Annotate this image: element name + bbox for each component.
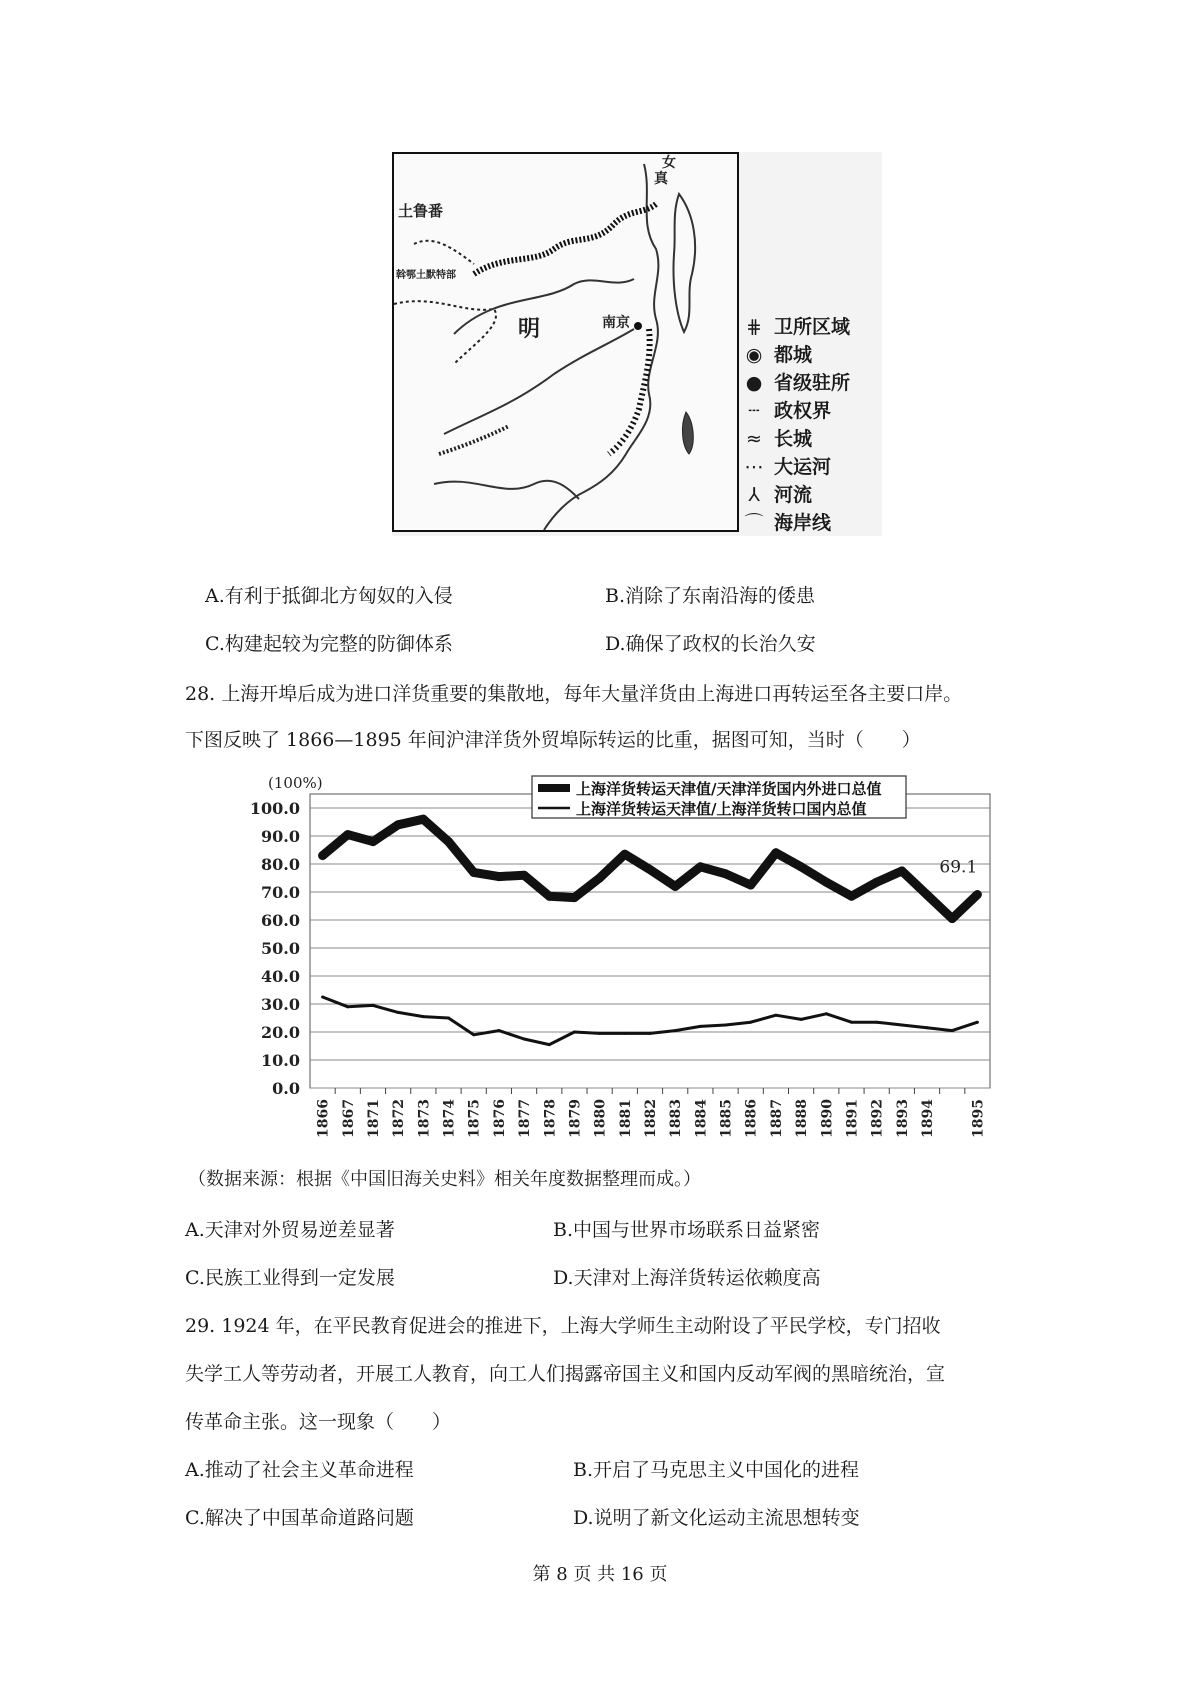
plot-area [310,794,990,1088]
x-tick-label: 1884 [693,1099,710,1138]
q29-option-c[interactable]: C.解决了中国革命道路问题 [185,1507,414,1529]
x-tick-label: 1871 [365,1099,382,1138]
data-point [649,1032,652,1035]
legend-provincial-seat: ● 省级驻所 [740,368,850,395]
data-point [897,867,906,876]
y-tick-label: 30.0 [261,995,300,1014]
taiwan [682,412,693,454]
data-point [343,830,352,839]
q29-stem-line2: 失学工人等劳动者，开展工人教育，向工人们揭露帝国主义和国内反动军阀的黑暗统治，宣 [185,1363,946,1385]
data-point [900,1024,903,1027]
data-point [545,892,554,901]
x-tick-label: 1875 [466,1099,483,1138]
map-label-tulufan: 土鲁番 [398,202,444,220]
x-tick-label: 1873 [416,1099,433,1138]
data-point [797,862,806,871]
legend-label-series-1: 上海洋货转运天津值/天津洋货国内外进口总值 [576,780,882,798]
data-point [800,1018,803,1021]
trade-chart-svg [216,772,996,1164]
x-tick-label: 1874 [441,1099,458,1138]
data-point [973,890,982,899]
regime-border-west [414,241,474,264]
data-point [394,820,403,829]
data-point [749,1021,752,1024]
capital-icon: ◉ [745,344,763,366]
x-tick-label: 1893 [894,1099,911,1138]
coastal-garrisons [609,329,650,454]
garrison-icon: ⋕ [746,316,762,338]
data-point [847,892,856,901]
regime-border [394,301,496,364]
data-point [548,1043,551,1046]
data-point [951,1029,954,1032]
map-label-ming: 明 [518,317,541,342]
coastline-icon: ⌒ [744,512,764,534]
x-tick-label: 1890 [819,1099,836,1138]
x-tick-label: 1886 [743,1099,760,1138]
legend-capital: ◉ 都城 [740,340,812,367]
x-tick-label: 1876 [491,1099,508,1138]
x-tick-label: 1895 [970,1099,987,1138]
data-point [444,837,453,846]
x-tick-label: 1887 [768,1099,785,1138]
y-tick-label: 80.0 [261,855,300,874]
data-point [419,815,428,824]
data-point [595,874,604,883]
data-point [671,882,680,891]
q28-option-d[interactable]: D.天津对上海洋货转运依赖度高 [553,1267,821,1289]
data-point [494,872,503,881]
data-point [926,1026,929,1029]
x-tick-label: 1882 [643,1099,659,1138]
data-point [346,1005,349,1008]
data-point [573,1031,576,1034]
q28-stem-line1: 28. 上海开埠后成为进口洋货重要的集散地，每年大量洋货由上海进口再转运至各主要口岸。 [185,683,963,705]
x-tick-label: 1892 [869,1099,886,1138]
y-axis-label: (100%) [268,774,323,792]
data-point [397,1011,400,1014]
ming-map-figure [392,152,882,536]
data-point [422,1015,425,1018]
map-label-nvzhen-2: 真 [654,171,668,187]
data-point [318,851,327,860]
data-point [948,914,957,923]
q29-option-d[interactable]: D.说明了新文化运动主流思想转变 [573,1507,860,1529]
legend-border: ┄ 政权界 [740,396,831,423]
map-label-wusi: 斡鄂土默特部 [396,270,456,281]
data-point [371,1004,374,1007]
q28-data-source: （数据来源：根据《中国旧海关史料》相关年度数据整理而成。） [188,1169,701,1190]
map-frame [392,152,739,532]
legend-coastline: ⌒ 海岸线 [740,508,831,535]
q27-option-c[interactable]: C.构建起较为完整的防御体系 [205,633,453,655]
data-point [598,1032,601,1035]
data-point [724,1024,727,1027]
data-point [469,868,478,877]
data-point [976,1021,979,1024]
map-label-nvzhen-1: 女 [662,155,676,171]
data-point [447,1017,450,1020]
q27-option-b[interactable]: B.消除了东南沿海的倭患 [605,585,816,607]
y-tick-label: 50.0 [261,939,300,958]
data-label-69-1: 69.1 [939,857,978,878]
trade-chart [216,772,996,1164]
x-tick-label: 1885 [718,1099,735,1138]
legend-great-wall: ≈ 长城 [740,424,812,451]
data-point [620,850,629,859]
q28-option-a[interactable]: A.天津对外贸易逆差显著 [185,1219,395,1241]
korean-peninsula [673,194,695,332]
x-tick-label: 1888 [794,1099,811,1138]
q28-option-b[interactable]: B.中国与世界市场联系日益紧密 [553,1219,821,1241]
y-tick-label: 20.0 [261,1023,300,1042]
great-wall [474,204,656,274]
x-tick-label: 1880 [592,1099,609,1138]
y-tick-label: 10.0 [261,1051,300,1070]
river-icon: ⅄ [748,484,760,506]
x-tick-label: 1883 [668,1099,685,1138]
nanjing-capital-marker [634,322,642,330]
page-footer: 第 8 页 共 16 页 [532,1564,668,1585]
y-tick-label: 0.0 [272,1079,300,1098]
y-tick-label: 90.0 [261,827,300,846]
southern-border [434,481,579,499]
provincial-seat-icon: ● [745,372,763,394]
x-tick-label: 1881 [617,1099,634,1138]
data-point [497,1029,500,1032]
yangtze-river [444,329,634,434]
q29-option-a[interactable]: A.推动了社会主义革命进程 [185,1459,414,1481]
q29-stem-line1: 29. 1924 年，在平民教育促进会的推进下，上海大学师生主动附设了平民学校，专门招收 [185,1315,941,1337]
data-point [872,878,881,887]
data-point [321,996,324,999]
legend-grand-canal: ⋯ 大运河 [740,452,831,479]
border-icon: ┄ [748,400,760,422]
x-tick-label: 1894 [920,1099,937,1138]
grand-canal-icon: ⋯ [744,456,764,478]
data-point [570,893,579,902]
q28-option-c[interactable]: C.民族工业得到一定发展 [185,1267,395,1289]
data-point [875,1021,878,1024]
map-label-nanjing: 南京 [602,315,630,331]
data-point [696,862,705,871]
x-tick-label: 1866 [315,1099,332,1138]
data-point [623,1032,626,1035]
y-tick-label: 60.0 [261,911,300,930]
data-point [368,837,377,846]
y-tick-label: 40.0 [261,967,300,986]
q27-option-d[interactable]: D.确保了政权的长治久安 [605,633,816,655]
data-point [850,1021,853,1024]
data-point [771,848,780,857]
data-point [721,869,730,878]
x-tick-label: 1891 [844,1099,861,1138]
x-tick-label: 1872 [391,1099,408,1138]
data-point [520,871,529,880]
data-point [923,890,932,899]
legend-label-series-2: 上海洋货转运天津值/上海洋货转口国内总值 [576,800,867,818]
x-tick-label: 1878 [542,1099,559,1138]
data-point [746,881,755,890]
y-tick-label: 70.0 [261,883,300,902]
data-point [699,1025,702,1028]
x-tick-label: 1877 [517,1099,534,1138]
data-point [646,865,655,874]
data-point [523,1038,526,1041]
data-point [822,878,831,887]
data-point [825,1012,828,1015]
q29-stem-line3: 传革命主张。这一现象（ ） [185,1411,452,1433]
q28-stem-line2: 下图反映了 1866—1895 年间沪津洋货外贸埠际转运的比重，据图可知，当时（ ） [185,729,921,751]
x-tick-label: 1879 [567,1099,584,1138]
great-wall-icon: ≈ [746,428,762,450]
legend-river: ⅄ 河流 [740,480,812,507]
q27-option-a[interactable]: A.有利于抵御北方匈奴的入侵 [205,585,453,607]
legend-garrison: ⋕ 卫所区域 [740,312,850,339]
q29-option-b[interactable]: B.开启了马克思主义中国化的进程 [573,1459,860,1481]
map-drawing [394,154,737,530]
x-tick-label: 1867 [340,1099,357,1138]
data-point [472,1033,475,1036]
y-tick-label: 100.0 [249,799,300,818]
data-point [774,1014,777,1017]
data-point [674,1029,677,1032]
